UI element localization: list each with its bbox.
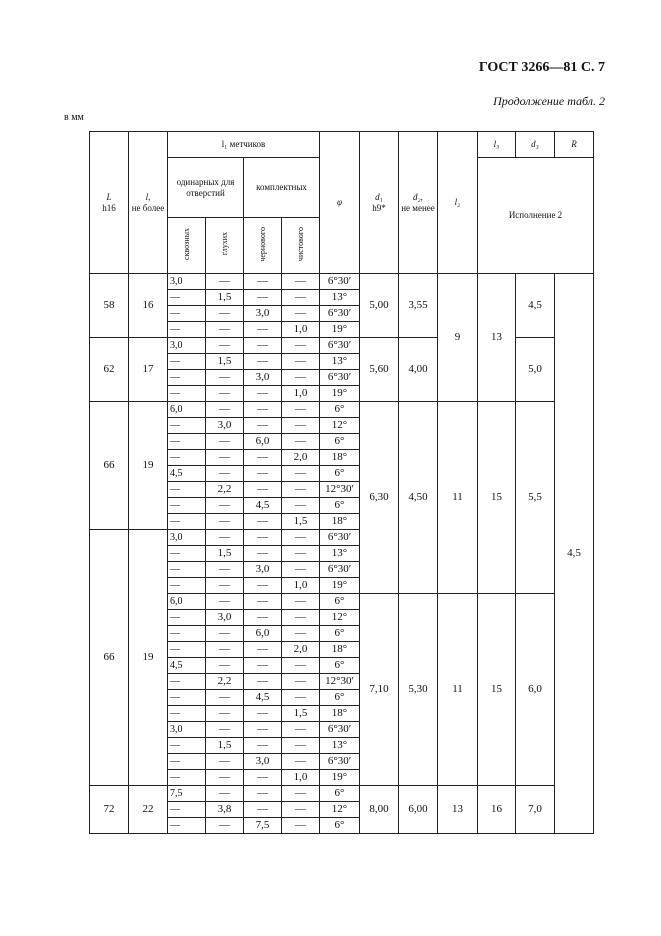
cell-phi: 12° — [320, 802, 360, 818]
cell-d3: 5,5 — [516, 402, 555, 594]
cell: 2,2 — [206, 482, 244, 498]
cell: — — [206, 770, 244, 786]
cell: — — [244, 322, 282, 338]
cell-phi: 19° — [320, 322, 360, 338]
cell: — — [282, 818, 320, 834]
col-l3-header: l₃ — [478, 132, 516, 158]
cell: — — [168, 578, 206, 594]
cell: — — [244, 738, 282, 754]
cell-d1: 7,10 — [360, 594, 399, 786]
cell: — — [282, 674, 320, 690]
cell: — — [168, 770, 206, 786]
cell: 1,0 — [282, 322, 320, 338]
cell: — — [206, 818, 244, 834]
cell-l2: 11 — [438, 594, 478, 786]
cell: — — [244, 674, 282, 690]
cell: — — [282, 418, 320, 434]
cell: 2,2 — [206, 674, 244, 690]
cell-phi: 19° — [320, 770, 360, 786]
cell: 3,0 — [168, 722, 206, 738]
cell: — — [282, 802, 320, 818]
cell-phi: 6°30′ — [320, 754, 360, 770]
cell: — — [168, 642, 206, 658]
cell: — — [282, 306, 320, 322]
cell-phi: 18° — [320, 706, 360, 722]
cell: 3,0 — [244, 306, 282, 322]
cell-phi: 6° — [320, 402, 360, 418]
cell: — — [206, 530, 244, 546]
cell: — — [282, 498, 320, 514]
cell-phi: 18° — [320, 642, 360, 658]
cell-L: 62 — [90, 338, 129, 402]
cell: — — [168, 514, 206, 530]
cell: — — [168, 690, 206, 706]
cell-phi: 6° — [320, 626, 360, 642]
cell: — — [282, 274, 320, 290]
cell: — — [168, 546, 206, 562]
cell: — — [206, 498, 244, 514]
cell: — — [282, 402, 320, 418]
cell: — — [206, 658, 244, 674]
cell: — — [244, 802, 282, 818]
cell: — — [244, 290, 282, 306]
cell: — — [206, 338, 244, 354]
cell-d3: 7,0 — [516, 786, 555, 834]
cell-l3: 13 — [478, 274, 516, 402]
cell: — — [168, 322, 206, 338]
col-rough-header: чернового — [244, 218, 282, 274]
cell-d3: 5,0 — [516, 338, 555, 402]
cell-l: 16 — [129, 274, 168, 338]
cell: 2,0 — [282, 450, 320, 466]
cell-l3: 15 — [478, 594, 516, 786]
cell-phi: 13° — [320, 738, 360, 754]
cell-d2: 5,30 — [399, 594, 438, 786]
col-finish-header: чистового — [282, 218, 320, 274]
cell: — — [168, 706, 206, 722]
cell: 3,0 — [168, 338, 206, 354]
document-header: ГОСТ 3266—81 С. 7 — [478, 60, 605, 75]
col-d2-header: d₂, не менее — [399, 132, 438, 274]
cell: — — [206, 706, 244, 722]
cell: 3,0 — [168, 274, 206, 290]
cell: 1,5 — [206, 546, 244, 562]
cell: 3,0 — [244, 754, 282, 770]
cell-l2: 11 — [438, 402, 478, 594]
cell-l: 22 — [129, 786, 168, 834]
cell: — — [244, 402, 282, 418]
cell-phi: 6° — [320, 818, 360, 834]
cell-d1: 5,00 — [360, 274, 399, 338]
cell: — — [244, 338, 282, 354]
cell: — — [244, 786, 282, 802]
cell: 1,0 — [282, 770, 320, 786]
cell-d2: 6,00 — [399, 786, 438, 834]
cell: 3,0 — [244, 370, 282, 386]
cell-L: 58 — [90, 274, 129, 338]
col-phi-header: φ — [320, 132, 360, 274]
cell: — — [244, 546, 282, 562]
cell: — — [244, 418, 282, 434]
cell: — — [206, 578, 244, 594]
cell-d2: 3,55 — [399, 274, 438, 338]
cell-d1: 6,30 — [360, 402, 399, 594]
cell-phi: 6° — [320, 594, 360, 610]
col-through-header: сквозных — [168, 218, 206, 274]
cell-R: 4,5 — [555, 274, 594, 834]
cell: — — [168, 354, 206, 370]
cell: 7,5 — [244, 818, 282, 834]
col-R-header: R — [555, 132, 594, 158]
cell-phi: 6°30′ — [320, 562, 360, 578]
cell: — — [282, 354, 320, 370]
col-l1-header: l₁ метчиков — [168, 132, 320, 158]
cell-L: 66 — [90, 530, 129, 786]
cell: 4,5 — [244, 498, 282, 514]
cell: — — [282, 338, 320, 354]
cell: — — [168, 450, 206, 466]
cell: — — [244, 386, 282, 402]
cell: — — [168, 626, 206, 642]
cell: 1,0 — [282, 578, 320, 594]
cell: — — [282, 786, 320, 802]
cell: — — [206, 642, 244, 658]
cell: 6,0 — [244, 434, 282, 450]
cell-phi: 13° — [320, 290, 360, 306]
cell-phi: 12°30′ — [320, 674, 360, 690]
cell-l: 19 — [129, 530, 168, 786]
cell: 1,5 — [282, 706, 320, 722]
cell: — — [206, 626, 244, 642]
cell: — — [168, 306, 206, 322]
cell: — — [244, 578, 282, 594]
cell: 2,0 — [282, 642, 320, 658]
cell: 3,0 — [206, 610, 244, 626]
cell-phi: 6°30′ — [320, 338, 360, 354]
cell: — — [168, 562, 206, 578]
cell: — — [206, 402, 244, 418]
cell-phi: 6°30′ — [320, 722, 360, 738]
cell-phi: 13° — [320, 354, 360, 370]
cell-phi: 6° — [320, 466, 360, 482]
cell: — — [168, 434, 206, 450]
gost-table — [89, 131, 594, 834]
col-l2-header: l₂ — [438, 132, 478, 274]
cell: 1,0 — [282, 386, 320, 402]
cell: — — [244, 274, 282, 290]
cell: — — [168, 674, 206, 690]
col-d1-header: d₁ h9* — [360, 132, 399, 274]
cell-phi: 6°30′ — [320, 306, 360, 322]
cell: — — [282, 738, 320, 754]
cell: — — [168, 610, 206, 626]
cell: 6,0 — [168, 594, 206, 610]
cell-l3: 15 — [478, 402, 516, 594]
cell-phi: 6° — [320, 786, 360, 802]
cell: — — [282, 434, 320, 450]
cell-phi: 19° — [320, 386, 360, 402]
cell-phi: 6° — [320, 658, 360, 674]
cell: 6,0 — [244, 626, 282, 642]
cell: — — [282, 482, 320, 498]
cell: 3,0 — [244, 562, 282, 578]
cell-phi: 12° — [320, 418, 360, 434]
cell: — — [168, 498, 206, 514]
cell: — — [206, 322, 244, 338]
cell: 4,5 — [244, 690, 282, 706]
table-continuation-caption: Продолжение табл. 2 — [493, 94, 605, 108]
cell: 1,5 — [282, 514, 320, 530]
cell: 3,8 — [206, 802, 244, 818]
cell-phi: 12°30′ — [320, 482, 360, 498]
cell: — — [168, 738, 206, 754]
cell-l3: 16 — [478, 786, 516, 834]
cell: 3,0 — [168, 530, 206, 546]
cell: — — [244, 610, 282, 626]
cell: — — [244, 722, 282, 738]
unit-label: в мм — [64, 112, 84, 123]
cell: — — [282, 370, 320, 386]
cell-phi: 6°30′ — [320, 274, 360, 290]
cell: 3,0 — [206, 418, 244, 434]
cell: — — [244, 706, 282, 722]
cell: — — [244, 354, 282, 370]
cell: 7,5 — [168, 786, 206, 802]
cell-phi: 19° — [320, 578, 360, 594]
cell: — — [206, 722, 244, 738]
cell: — — [206, 386, 244, 402]
cell: — — [244, 530, 282, 546]
cell: — — [282, 626, 320, 642]
cell: — — [206, 690, 244, 706]
cell: — — [206, 274, 244, 290]
cell-d3: 4,5 — [516, 274, 555, 338]
cell: — — [168, 802, 206, 818]
cell-d3: 6,0 — [516, 594, 555, 786]
cell-d2: 4,50 — [399, 402, 438, 594]
cell: — — [206, 786, 244, 802]
cell: 4,5 — [168, 466, 206, 482]
cell: — — [244, 658, 282, 674]
cell: — — [168, 418, 206, 434]
cell-phi: 6° — [320, 690, 360, 706]
col-d3-header: d₃ — [516, 132, 555, 158]
cell: — — [168, 482, 206, 498]
cell: — — [168, 818, 206, 834]
cell: — — [244, 594, 282, 610]
cell-l2: 9 — [438, 274, 478, 402]
col-exec-header: Исполнение 2 — [478, 158, 594, 274]
cell-l: 19 — [129, 402, 168, 530]
cell: — — [168, 386, 206, 402]
cell-l2: 13 — [438, 786, 478, 834]
cell-phi: 6°30′ — [320, 370, 360, 386]
cell: — — [168, 290, 206, 306]
cell: — — [244, 514, 282, 530]
cell: — — [282, 594, 320, 610]
col-single-header: одинарных для отверстий — [168, 158, 244, 218]
cell: — — [244, 450, 282, 466]
cell-L: 72 — [90, 786, 129, 834]
cell: 6,0 — [168, 402, 206, 418]
cell: — — [282, 290, 320, 306]
cell: — — [282, 530, 320, 546]
cell: — — [206, 562, 244, 578]
cell: — — [206, 370, 244, 386]
col-L-header: L h16 — [90, 132, 129, 274]
cell: — — [244, 642, 282, 658]
cell: — — [282, 546, 320, 562]
cell: — — [282, 754, 320, 770]
cell-phi: 6°30′ — [320, 530, 360, 546]
cell: 1,5 — [206, 290, 244, 306]
cell: — — [282, 690, 320, 706]
cell-phi: 6° — [320, 498, 360, 514]
cell-d1: 8,00 — [360, 786, 399, 834]
cell-l: 17 — [129, 338, 168, 402]
cell: — — [206, 594, 244, 610]
cell: — — [282, 658, 320, 674]
cell: — — [206, 754, 244, 770]
cell: 1,5 — [206, 354, 244, 370]
cell: — — [282, 466, 320, 482]
cell: 1,5 — [206, 738, 244, 754]
cell: — — [206, 514, 244, 530]
cell: 4,5 — [168, 658, 206, 674]
cell: — — [244, 482, 282, 498]
cell: — — [206, 450, 244, 466]
col-set-header: комплектных — [244, 158, 320, 218]
cell: — — [244, 466, 282, 482]
cell: — — [282, 562, 320, 578]
cell-phi: 6° — [320, 434, 360, 450]
cell-phi: 13° — [320, 546, 360, 562]
cell-phi: 18° — [320, 450, 360, 466]
cell-L: 66 — [90, 402, 129, 530]
col-blind-header: глухих — [206, 218, 244, 274]
cell: — — [282, 722, 320, 738]
cell-d1: 5,60 — [360, 338, 399, 402]
cell: — — [206, 306, 244, 322]
cell: — — [206, 434, 244, 450]
cell: — — [282, 610, 320, 626]
cell-d2: 4,00 — [399, 338, 438, 402]
cell: — — [168, 754, 206, 770]
cell: — — [206, 466, 244, 482]
cell: — — [168, 370, 206, 386]
cell: — — [244, 770, 282, 786]
col-l-header: l, не более — [129, 132, 168, 274]
cell-phi: 12° — [320, 610, 360, 626]
cell-phi: 18° — [320, 514, 360, 530]
